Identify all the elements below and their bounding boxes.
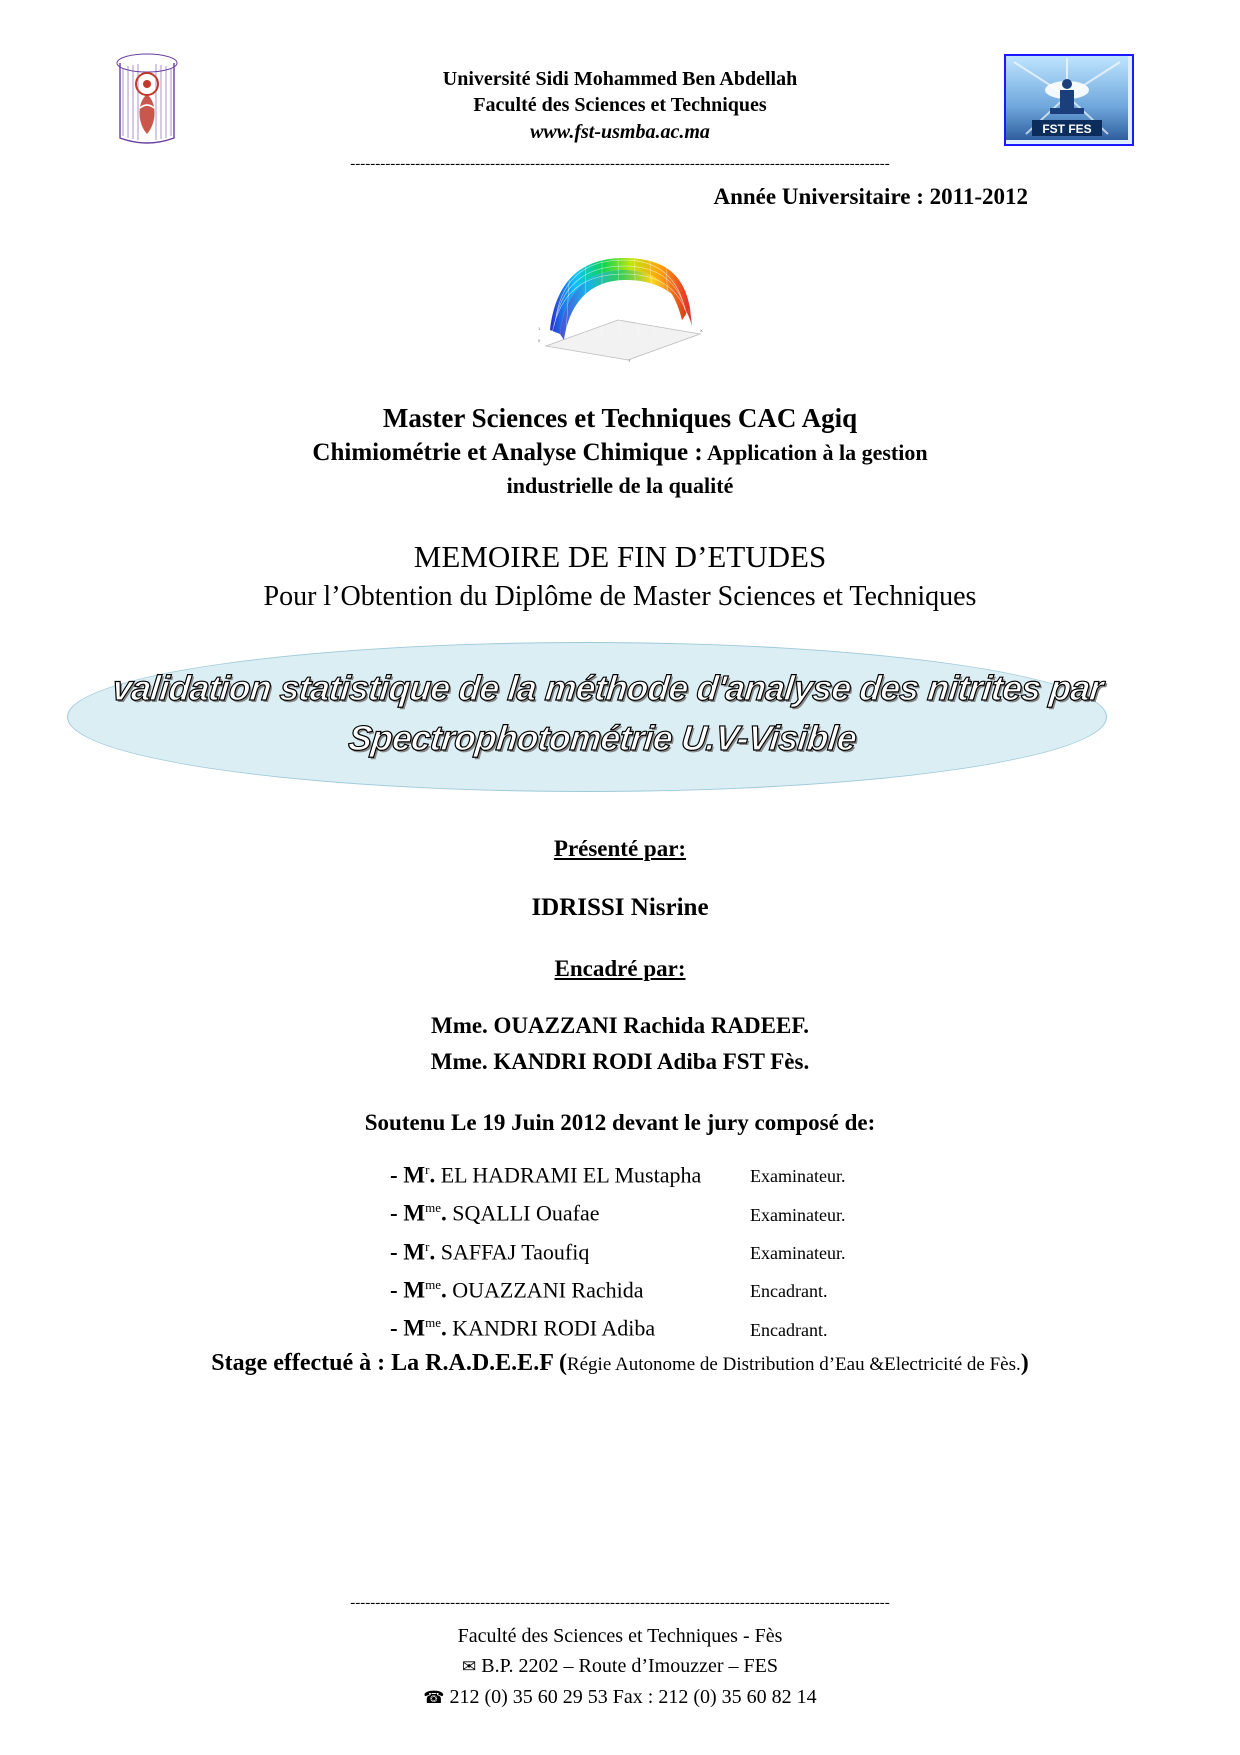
jury-dot: . xyxy=(441,1315,447,1341)
memoire-title: MEMOIRE DE FIN D’ETUDES xyxy=(413,539,827,574)
jury-member xyxy=(390,1269,1050,1307)
svg-text:Y: Y xyxy=(628,358,631,363)
thesis-title-line2: Spectrophotométrie U.V-Visible xyxy=(346,719,859,758)
jury-member xyxy=(390,1192,1050,1230)
program-subtitle xyxy=(100,436,1140,470)
footer-address xyxy=(100,1651,1140,1682)
jury-sup: me xyxy=(425,1315,442,1331)
jury-dot: . xyxy=(429,1238,436,1264)
jury-prefix: - M xyxy=(390,1277,426,1303)
footer-phone xyxy=(100,1682,1140,1713)
presented-by-label xyxy=(100,836,1140,862)
phone-icon: ☎ xyxy=(423,1688,445,1707)
supervisor-item: Mme. KANDRI RODI Adiba FST Fès. xyxy=(430,1049,810,1074)
thesis-title-line1: validation statistique de la méthode d'analyse des nitrites par xyxy=(110,669,1105,708)
svg-text:0: 0 xyxy=(538,338,541,343)
jury-dot: . xyxy=(441,1200,447,1226)
jury-role: Examinateur. xyxy=(750,1242,846,1263)
jury-prefix: - M xyxy=(390,1238,426,1264)
svg-text:FST FES: FST FES xyxy=(1042,122,1092,136)
jury-member-name xyxy=(390,1269,750,1305)
faculty-website[interactable]: www.fst-usmba.ac.ma xyxy=(530,121,710,143)
supervised-by-text: Encadré par: xyxy=(554,956,686,981)
jury-fullname: EL HADRAMI EL Mustapha xyxy=(435,1162,702,1188)
university-name: Université Sidi Mohammed Ben Abdellah xyxy=(442,68,798,90)
jury-sup: r xyxy=(425,1238,430,1254)
program-subtitle-rest: Application à la gestion xyxy=(702,440,928,465)
internship-detail: Régie Autonome de Distribution d’Eau &Electricité de Fès. xyxy=(566,1353,1021,1375)
presented-by-text: Présenté par: xyxy=(553,836,687,861)
fst-fes-logo-icon xyxy=(1004,54,1134,146)
academic-year: Année Universitaire : 2011-2012 xyxy=(713,184,1028,209)
page-footer xyxy=(100,1589,1140,1713)
defense-line: Soutenu Le 19 Juin 2012 devant le jury composé de: xyxy=(364,1110,876,1135)
jury-role: Encadrant. xyxy=(750,1281,828,1302)
jury-fullname: KANDRI RODI Adiba xyxy=(446,1315,656,1341)
mail-icon: ✉ xyxy=(462,1657,477,1676)
jury-dot: . xyxy=(429,1162,436,1188)
response-surface-plot xyxy=(532,234,708,364)
thesis-title-text xyxy=(95,664,1116,764)
jury-sup: me xyxy=(425,1200,442,1216)
header-text-block xyxy=(100,40,1140,146)
jury-member-name xyxy=(390,1231,750,1267)
supervisor-item: Mme. OUAZZANI Rachida RADEEF. xyxy=(430,1013,810,1038)
internship-label: Stage effectué à : La R.A.D.E.E.F ( xyxy=(211,1349,567,1376)
jury-member-name xyxy=(390,1192,750,1228)
cover-figure xyxy=(100,234,1140,370)
footer-faculty: Faculté des Sciences et Techniques - Fès xyxy=(457,1625,783,1647)
memoire-subtitle: Pour l’Obtention du Diplôme de Master Sciences et Techniques xyxy=(263,581,977,612)
jury-prefix: - M xyxy=(390,1162,426,1188)
jury-dot: . xyxy=(441,1277,447,1303)
footer-divider: ------------------------------------------------------------------------------------------------------------ xyxy=(350,1595,890,1611)
program-title: Master Sciences et Techniques CAC Agiq xyxy=(382,403,858,433)
svg-text:X: X xyxy=(700,328,703,333)
jury-member xyxy=(390,1307,1050,1345)
header-divider: ------------------------------------------------------------------------------------------------------------ xyxy=(350,156,890,172)
supervisor-list xyxy=(100,1008,1140,1080)
jury-role: Encadrant. xyxy=(750,1319,828,1340)
svg-text:1: 1 xyxy=(538,326,541,331)
jury-prefix: - M xyxy=(390,1315,426,1341)
supervised-by-label xyxy=(100,956,1140,982)
jury-member xyxy=(390,1231,1050,1269)
footer-address-text: B.P. 2202 – Route d’Imouzzer – FES xyxy=(476,1655,778,1677)
jury-sup: r xyxy=(425,1162,430,1177)
jury-member-name xyxy=(390,1154,750,1190)
jury-fullname: SAFFAJ Taoufiq xyxy=(435,1238,590,1264)
thesis-title-banner xyxy=(100,642,1140,802)
footer-phone-text: 212 (0) 35 60 29 53 Fax : 212 (0) 35 60 82 14 xyxy=(444,1686,817,1708)
jury-prefix: - M xyxy=(390,1200,426,1226)
jury-role: Examinateur. xyxy=(750,1204,846,1225)
university-seal-icon xyxy=(110,50,184,146)
internship-line xyxy=(100,1350,1140,1377)
jury-member xyxy=(390,1154,1050,1192)
internship-close: ) xyxy=(1020,1349,1029,1376)
jury-fullname: SQALLI Ouafae xyxy=(446,1200,600,1226)
program-subtitle-line3: industrielle de la qualité xyxy=(506,473,734,498)
program-subtitle-bold: Chimiométrie et Analyse Chimique : xyxy=(312,439,703,466)
jury-fullname: OUAZZANI Rachida xyxy=(446,1277,644,1303)
page-header xyxy=(100,40,1140,150)
author-name: IDRISSI Nisrine xyxy=(531,894,709,921)
faculty-name: Faculté des Sciences et Techniques xyxy=(473,94,767,116)
jury-sup: me xyxy=(425,1276,442,1292)
jury-member-name xyxy=(390,1307,750,1343)
jury-list xyxy=(390,1154,1050,1346)
jury-role: Examinateur. xyxy=(750,1166,846,1187)
